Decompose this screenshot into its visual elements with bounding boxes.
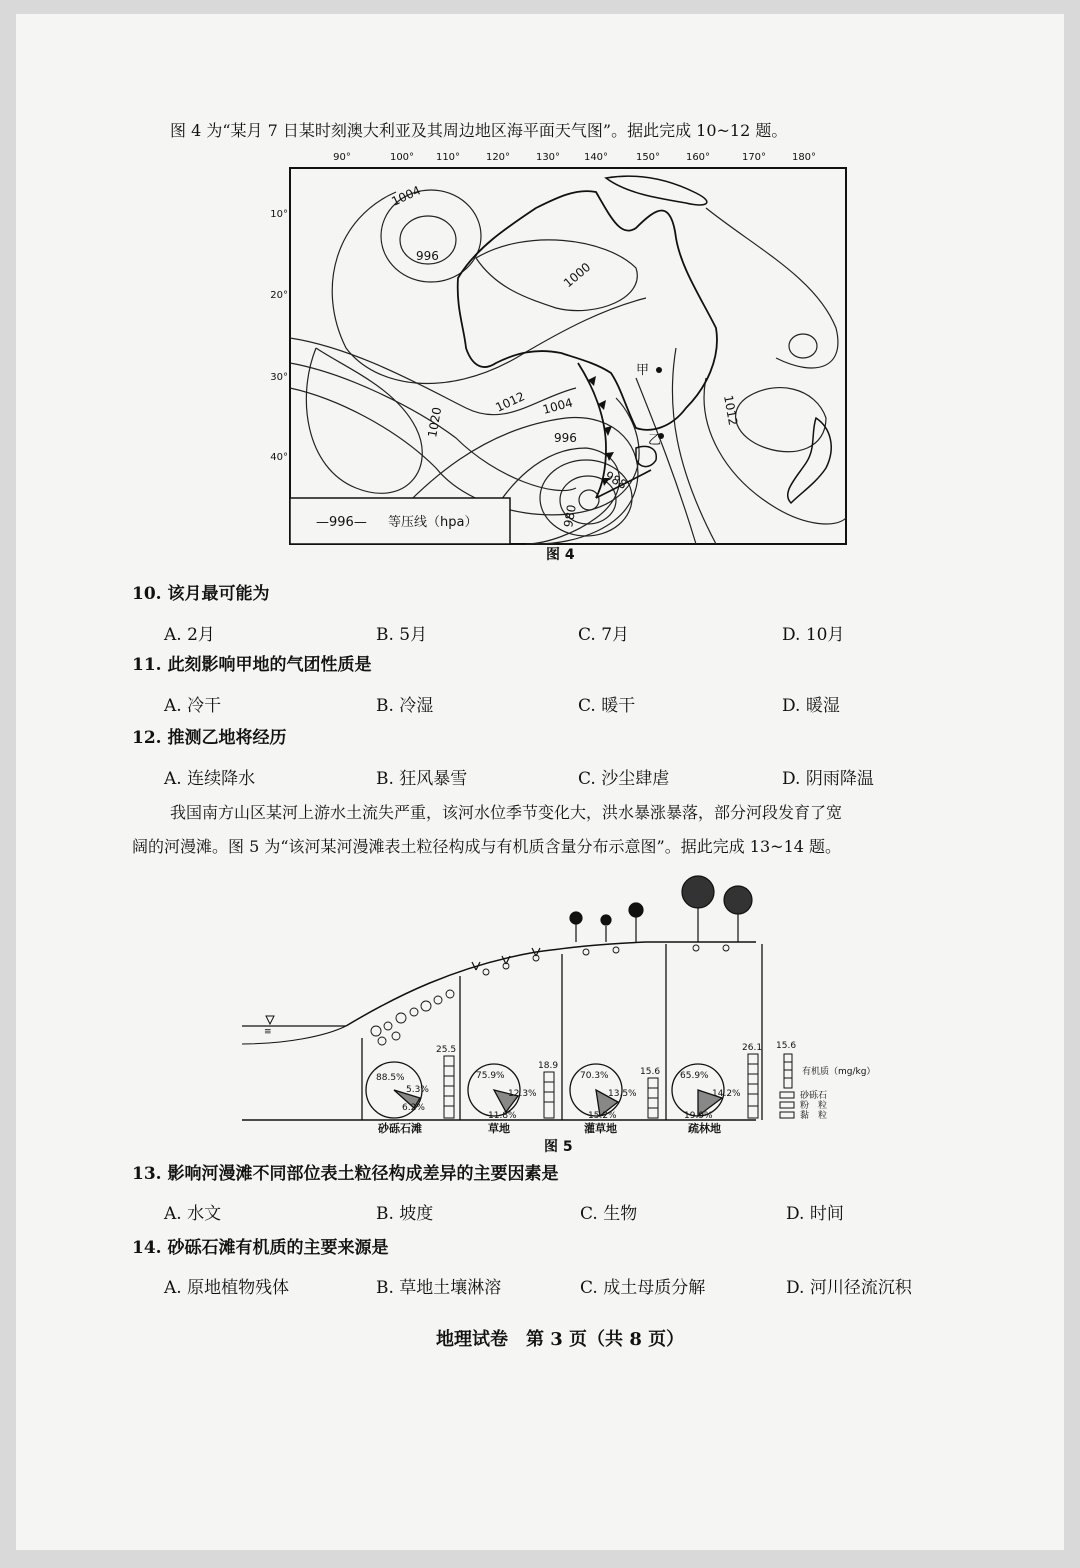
lon-label: 150° [635,152,661,163]
legend-isobar-text: 等压线（hpa） [388,515,478,530]
lon-label: 90° [333,152,351,163]
q14-option-c: C. 成土母质分解 [580,1278,706,1298]
q10-option-b: B. 5月 [376,625,428,645]
isobar-label: 1004 [541,395,575,417]
q11-option-c: C. 暖干 [578,696,636,716]
isobar-label: 996 [554,431,577,445]
zone-name: 砂砾石滩 [378,1122,422,1135]
fig4-caption: 图 4 [546,547,575,563]
page-footer: 地理试卷 第 3 页（共 8 页） [436,1329,685,1350]
pie-b-label: 19.9% [684,1111,713,1121]
q14-option-b: B. 草地土壤淋溶 [376,1278,502,1298]
q12-option-c: C. 沙尘肆虐 [578,769,670,789]
q11-option-a: A. 冷干 [164,696,222,716]
organic-value: 18.9 [538,1061,559,1071]
lon-label: 160° [685,152,711,163]
isobar-label: 1012 [721,394,741,427]
fig4-weather-map [270,148,876,548]
svg-text:≡: ≡ [264,1027,272,1037]
place-yi: 乙 [648,433,662,448]
q14-stem: 14. 砂砾石滩有机质的主要来源是 [132,1238,389,1258]
q10-option-a: A. 2月 [164,625,215,645]
q13-option-b: B. 坡度 [376,1204,434,1224]
place-jia: 甲 [636,363,650,378]
lon-label: 170° [741,152,767,163]
lon-label: 140° [583,152,609,163]
q10-option-d: D. 10月 [782,625,845,645]
lat-label: 10° [270,209,288,220]
organic-value: 15.6 [640,1067,661,1077]
fig4-intro: 图 4 为“某月 7 日某时刻澳大利亚及其周边地区海平面天气图”。据此完成 10~12 题。 [170,121,788,140]
organic-value: 26.1 [742,1043,763,1053]
fig5-caption: 图 5 [544,1139,573,1155]
pie-b-label: 15.2% [588,1111,617,1121]
fig5-floodplain-diagram [236,866,876,1135]
pie-main-label: 75.9% [476,1071,505,1081]
q11-stem: 11. 此刻影响甲地的气团性质是 [132,655,372,675]
isobar-label: 1004 [389,183,423,209]
pie-a-label: 14.2% [712,1089,741,1099]
legend-scale-value: 15.6 [776,1041,797,1051]
new-zealand [788,418,832,503]
q12-option-d: D. 阴雨降温 [782,769,874,789]
q13-option-c: C. 生物 [580,1204,638,1224]
q11-option-d: D. 暖湿 [782,696,840,716]
lon-label: 110° [435,152,461,163]
isobar-label: 988 [602,468,630,493]
isobar-label: 1012 [493,389,527,415]
pie-b-label: 11.8% [488,1111,517,1121]
q13-option-a: A. 水文 [164,1204,222,1224]
lat-label: 30° [270,372,288,383]
new-guinea [606,176,707,205]
isobars [290,190,846,544]
legend-silt: 粉 粒 [800,1101,828,1111]
lon-label: 130° [535,152,561,163]
q13-stem: 13. 影响河漫滩不同部位表土粒径构成差异的主要因素是 [132,1164,559,1184]
pie-main-label: 65.9% [680,1071,709,1081]
isobar-label: 996 [416,249,439,263]
lon-label: 120° [485,152,511,163]
zone-name: 疏林地 [688,1122,721,1135]
exam-page [16,14,1064,1550]
pie-b-label: 6.2% [402,1103,425,1113]
pie-a-label: 12.3% [508,1089,537,1099]
legend-isobar-sample: —996— [316,515,367,530]
isobar-label: 980 [561,503,579,529]
q13-option-d: D. 时间 [786,1204,844,1224]
q11-option-b: B. 冷湿 [376,696,434,716]
legend-organic: 有机质（mg/kg） [802,1067,876,1077]
q10-option-c: C. 7月 [578,625,630,645]
pie-a-label: 13.5% [608,1089,637,1099]
legend-gravel: 砂砾石 [800,1091,828,1101]
lat-label: 20° [270,290,288,301]
q14-option-a: A. 原地植物残体 [164,1278,290,1298]
lon-label: 100° [389,152,415,163]
fig5-intro-line1: 我国南方山区某河上游水土流失严重，该河水位季节变化大，洪水暴涨暴落，部分河段发育了宽 [170,803,843,822]
q14-option-d: D. 河川径流沉积 [786,1278,912,1298]
zone-name: 灌草地 [584,1122,617,1135]
pie-main-label: 88.5% [376,1073,405,1083]
fig5-intro-line2: 阔的河漫滩。图 5 为“该河某河漫滩表土粒径构成与有机质含量分布示意图”。据此完成 13~14 题。 [132,837,842,856]
isobar-label: 1000 [560,259,594,291]
zone-name: 草地 [488,1122,510,1135]
q12-option-a: A. 连续降水 [164,769,256,789]
isobar-label: 1020 [425,406,445,439]
pie-a-label: 5.3% [406,1085,429,1095]
pie-main-label: 70.3% [580,1071,609,1081]
lon-label: 180° [791,152,817,163]
q12-stem: 12. 推测乙地将经历 [132,728,287,748]
legend-clay: 黏 粒 [800,1111,828,1121]
q12-option-b: B. 狂风暴雪 [376,769,468,789]
q10-stem: 10. 该月最可能为 [132,584,270,604]
organic-value: 25.5 [436,1045,457,1055]
lat-label: 40° [270,452,288,463]
